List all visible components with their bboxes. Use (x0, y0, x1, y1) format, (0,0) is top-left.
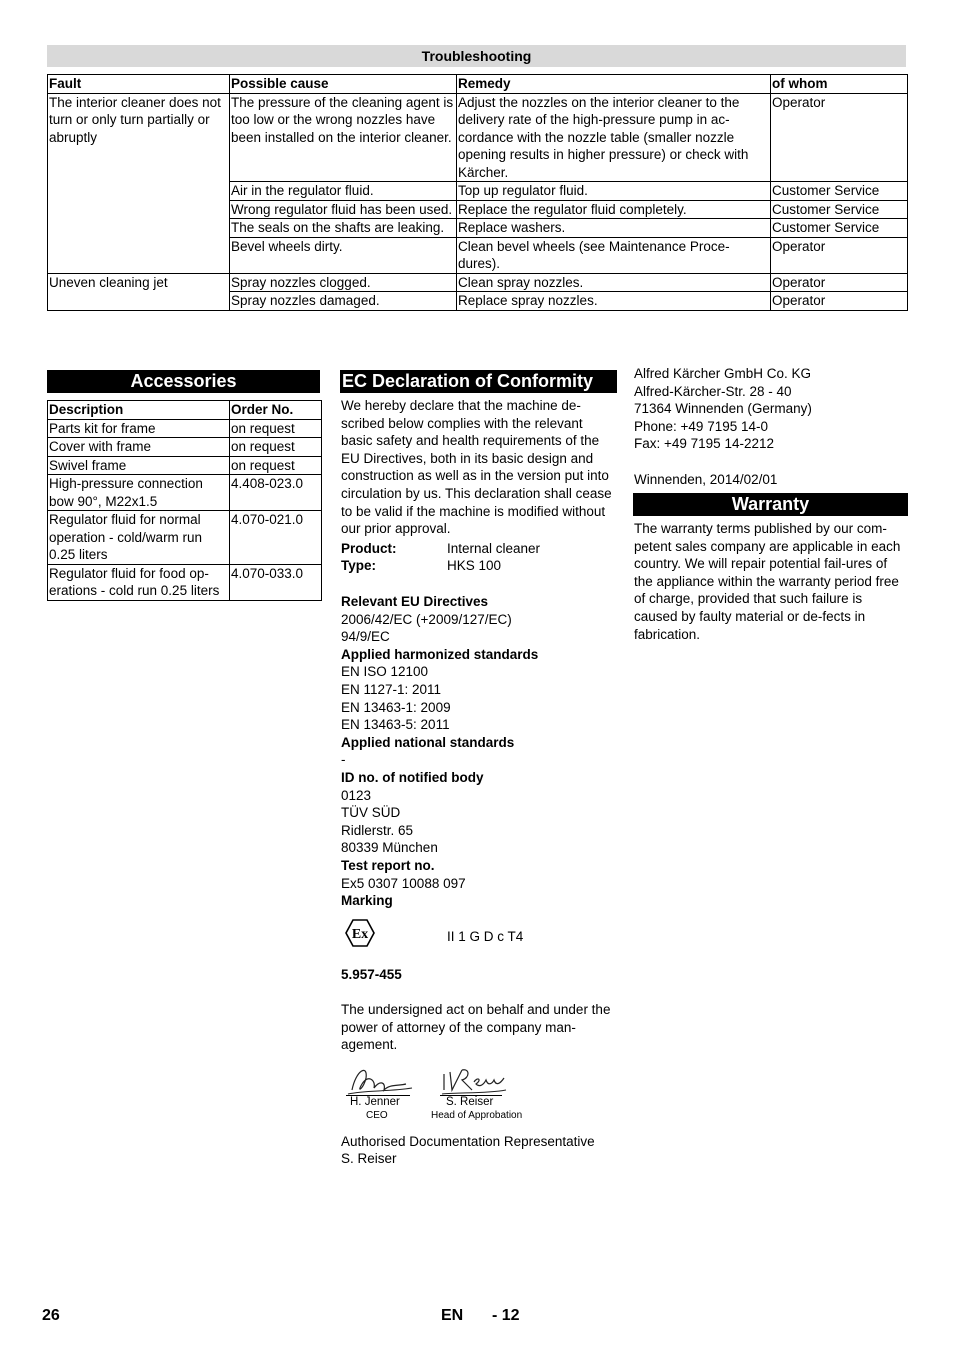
directives-label: Relevant EU Directives (341, 594, 489, 609)
remedy-cell: Replace the regulator fluid completely. (457, 200, 771, 219)
notified-body-item: Ridlerstr. 65 (341, 822, 414, 838)
harmonized-label: Applied harmonized standards (341, 646, 539, 662)
col-header-fault: Fault (48, 75, 230, 94)
address-line: Alfred Kärcher GmbH Co. KG (634, 366, 812, 381)
notified-body-item: TÜV SÜD (341, 805, 401, 821)
description-cell: Parts kit for frame (48, 419, 230, 438)
order-cell: 4.070-021.0 (230, 511, 322, 565)
address-line: Fax: +49 7195 14-2212 (634, 436, 774, 452)
table-row (48, 564, 322, 600)
remedy-cell: Replace spray nozzles. (457, 292, 771, 311)
table-row (48, 475, 322, 511)
table-row (48, 93, 908, 182)
page-number-right: - 12 (492, 1307, 520, 1324)
harmonized-item: EN 13463-1: 2009 (341, 699, 451, 715)
representative-name: S. Reiser (341, 1151, 397, 1166)
cause-cell: Bevel wheels dirty. (230, 237, 457, 273)
address-line: Alfred-Kärcher-Str. 28 - 40 (634, 383, 792, 399)
table-row (48, 511, 322, 565)
notified-body-item: 80339 München (341, 840, 438, 856)
national-value: - (341, 752, 346, 768)
ex-symbol-text: Ex (351, 927, 369, 942)
cause-cell: Spray nozzles damaged. (230, 292, 457, 311)
language-code: EN (441, 1307, 464, 1324)
harmonized-item: EN 1127-1: 2011 (341, 681, 442, 697)
remedy-cell: Replace washers. (457, 219, 771, 238)
troubleshooting-title: Troubleshooting (47, 45, 906, 67)
directive-item: 94/9/EC (341, 629, 390, 645)
table-row (48, 438, 322, 457)
col-header-who: of whom (771, 75, 908, 94)
order-cell: on request (230, 438, 322, 457)
warranty-title: Warranty (633, 493, 908, 516)
col-header-cause: Possible cause (230, 75, 457, 94)
remedy-cell: Clean spray nozzles. (457, 273, 771, 292)
cause-cell: The seals on the shafts are leaking. (230, 219, 457, 238)
description-cell: Cover with frame (48, 438, 230, 457)
harmonized-item: EN ISO 12100 (341, 664, 429, 680)
ec-intro-text: We hereby declare that the machine de-scribed below complies with the relevant basic safety and health requirements of the EU Directives, both in its basic design and construction as well as in the version put into circulation by us. This declaration shall cease to be valid if the machine is modified without our prior approval. (341, 398, 612, 537)
description-cell: Regulator fluid for food op-erations - cold run 0.25 liters (48, 564, 230, 600)
table-header-row (48, 75, 908, 94)
directive-item: 2006/42/EC (+2009/127/EC) (341, 611, 512, 627)
representative-title: Authorised Documentation Representative (341, 1134, 595, 1149)
table-row (48, 419, 322, 438)
who-cell: Customer Service (771, 219, 908, 238)
signer-name-jenner: H. Jenner (350, 1096, 400, 1108)
who-cell: Operator (771, 292, 908, 311)
undersigned-text: The undersigned act on behalf and under the power of attorney of the company man-agement. (341, 1002, 611, 1053)
cause-cell: Air in the regulator fluid. (230, 182, 457, 201)
page-number-left: 26 (42, 1307, 60, 1324)
order-cell: 4.070-033.0 (230, 564, 322, 600)
col-header-order-no: Order No. (230, 401, 322, 420)
signer-role-reiser: Head of Approbation (431, 1110, 523, 1121)
description-cell: Regulator fluid for normal operation - cold/warm run 0.25 liters (48, 511, 230, 565)
type-label: Type: (341, 558, 377, 573)
table-row (48, 273, 908, 292)
accessories-title: Accessories (47, 370, 320, 393)
fault-cell: The interior cleaner does not turn or only turn partially or abruptly (48, 93, 230, 273)
who-cell: Operator (771, 93, 908, 182)
address-line: Phone: +49 7195 14-0 (634, 418, 768, 434)
description-cell: High-pressure connection bow 90°, M22x1.5 (48, 475, 230, 511)
remedy-cell: Clean bevel wheels (see Maintenance Proce-dures). (457, 237, 771, 273)
who-cell: Operator (771, 273, 908, 292)
marking-label: Marking (341, 893, 393, 909)
product-value: Internal cleaner (447, 541, 541, 556)
test-report-label: Test report no. (341, 857, 435, 873)
table-header-row (48, 401, 322, 420)
col-header-description: Description (48, 401, 230, 420)
troubleshooting-table (47, 74, 908, 311)
remedy-cell: Top up regulator fluid. (457, 182, 771, 201)
ex-marking-icon (344, 918, 376, 948)
marking-value: II 1 G D c T4 (447, 929, 524, 944)
fault-cell: Uneven cleaning jet (48, 273, 230, 310)
product-label: Product: (341, 541, 397, 556)
harmonized-item: EN 13463-5: 2011 (341, 717, 450, 733)
signature-jenner (346, 1060, 416, 1100)
signer-role-jenner: CEO (366, 1110, 388, 1121)
accessories-table (47, 400, 322, 601)
col-header-remedy: Remedy (457, 75, 771, 94)
test-report-value: Ex5 0307 10088 097 (341, 875, 466, 891)
cause-cell: Wrong regulator fluid has been used. (230, 200, 457, 219)
order-cell: 4.408-023.0 (230, 475, 322, 511)
company-address (634, 365, 906, 453)
ec-details (341, 593, 616, 910)
remedy-cell: Adjust the nozzles on the interior cleaner to the delivery rate of the high-pressure pump in ac-cordance with the nozzle table (smaller nozzle opening results in higher pressure) or check with Kärcher. (457, 93, 771, 182)
warranty-text: The warranty terms published by our com-petent sales company are applicable in each country. We will repair potential fail-ures of the appliance within the warranty period free of charge, provided that such failure is caused by faulty material or de-fects in fabrication. (634, 521, 901, 642)
document-number: 5.957-455 (341, 967, 402, 982)
signer-name-reiser: S. Reiser (446, 1096, 494, 1108)
address-line: 71364 Winnenden (Germany) (634, 401, 812, 417)
cause-cell: The pressure of the cleaning agent is too low or the wrong nozzles have been installed on the interior cleaner. (230, 93, 457, 182)
who-cell: Operator (771, 237, 908, 273)
table-row (48, 456, 322, 475)
ec-declaration-title: EC Declaration of Conformity (340, 370, 617, 393)
cause-cell: Spray nozzles clogged. (230, 273, 457, 292)
notified-body-item: 0123 (341, 787, 372, 803)
order-cell: on request (230, 419, 322, 438)
description-cell: Swivel frame (48, 456, 230, 475)
who-cell: Customer Service (771, 182, 908, 201)
type-value: HKS 100 (447, 558, 502, 573)
notified-body-label: ID no. of notified body (341, 769, 484, 785)
who-cell: Customer Service (771, 200, 908, 219)
place-date: Winnenden, 2014/02/01 (634, 472, 778, 487)
order-cell: on request (230, 456, 322, 475)
national-label: Applied national standards (341, 734, 515, 750)
